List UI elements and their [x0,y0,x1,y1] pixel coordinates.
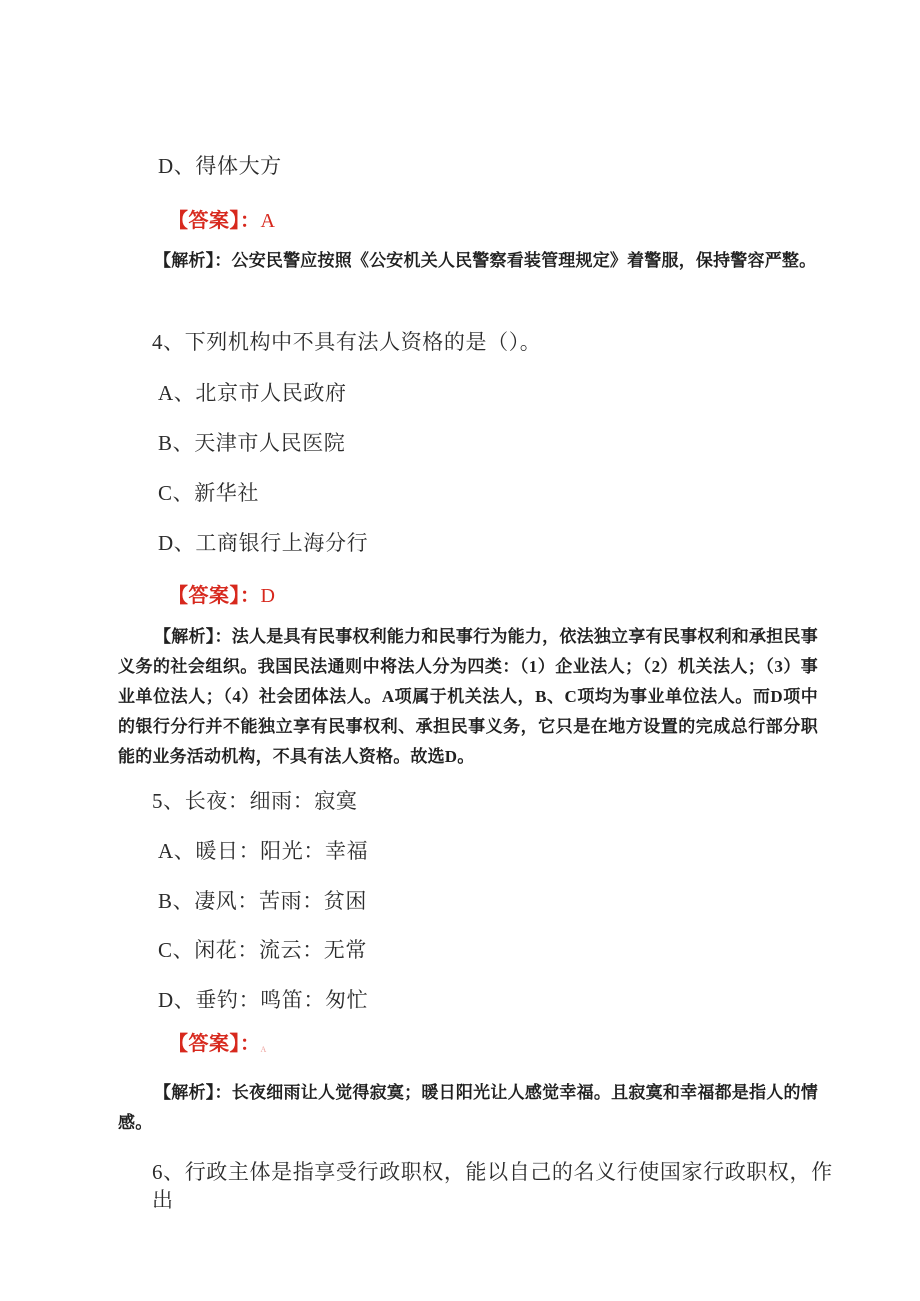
option-line: D、工商银行上海分行 [158,531,369,555]
question-stem: 4、下列机构中不具有法人资格的是（）。 [152,330,542,354]
answer-line [168,583,275,609]
option-line: C、闲花：流云：无常 [158,938,368,962]
option-line: B、凄风：苦雨：贫困 [158,889,368,913]
answer-label: 【答案】： [168,210,261,232]
answer-letter: A [260,210,275,232]
option-line: A、北京市人民政府 [158,381,347,405]
answer-letter: D [260,585,275,607]
option-line: C、新华社 [158,481,260,505]
question-stem: 6、行政主体是指享受行政职权，能以自己的名义行使国家行政职权，作出 [152,1160,833,1212]
explanation-text: 【解析】：法人是具有民事权利能力和民事行为能力，依法独立享有民事权利和承担民事义务的社会组织。我国民法通则中将法人分为四类：（1）企业法人；（2）机关法人；（3）事业单位法人；（4）社会团体法人。A项属于机关法人，B、C项均为事业单位法人。而D项中的银行分行并不能独立享有民事权利、承担民事义务，它只是在地方设置的完成总行部分职能的业务活动机构，不具有法人资格。故选D。 [118,627,818,766]
option-line: B、天津市人民医院 [158,431,346,455]
answer-line [168,208,275,234]
option-line: D、垂钓：鸣笛：匆忙 [158,988,369,1012]
option-line: D、得体大方 [158,154,282,178]
explanation-text: 【解析】：公安民警应按照《公安机关人民警察看装管理规定》着警服，保持警容严整。 [154,251,817,270]
answer-letter: A [260,1045,267,1054]
option-line: A、暖日：阳光：幸福 [158,839,369,863]
answer-label: 【答案】： [168,585,261,607]
answer-line [168,1031,266,1063]
explanation-text: 【解析】：长夜细雨让人觉得寂寞；暖日阳光让人感觉幸福。且寂寞和幸福都是指人的情感。 [118,1083,818,1132]
question-stem: 5、长夜：细雨：寂寞 [152,789,358,813]
answer-label: 【答案】： [168,1033,261,1055]
